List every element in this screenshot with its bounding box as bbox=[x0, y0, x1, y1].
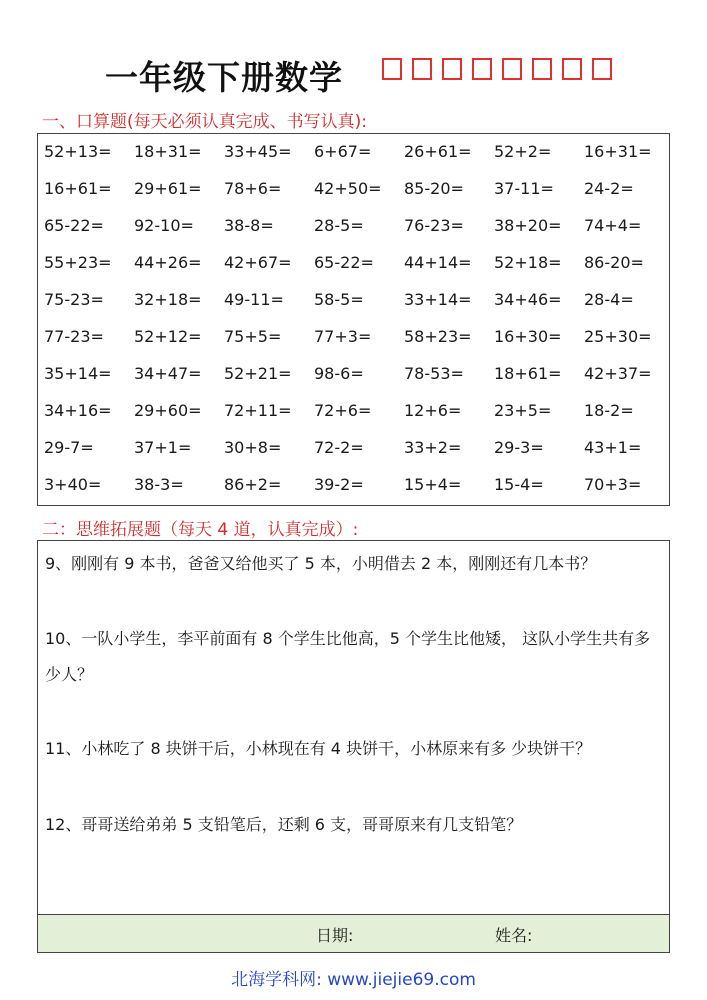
calc-problem: 38-3= bbox=[134, 475, 184, 494]
calc-problem: 72+11= bbox=[224, 401, 292, 420]
calc-problem: 75+5= bbox=[224, 327, 282, 346]
calc-problem: 44+14= bbox=[404, 253, 472, 272]
calc-problem: 92-10= bbox=[134, 216, 194, 235]
calc-problem: 43+1= bbox=[584, 438, 642, 457]
calc-problem: 52+18= bbox=[494, 253, 562, 272]
calc-problem: 86+2= bbox=[224, 475, 282, 494]
placeholder-box bbox=[382, 58, 402, 80]
calc-problem: 58+23= bbox=[404, 327, 472, 346]
calc-problem: 18+31= bbox=[134, 142, 202, 161]
calc-problem: 24-2= bbox=[584, 179, 634, 198]
calc-problem: 34+46= bbox=[494, 290, 562, 309]
calc-problem: 65-22= bbox=[314, 253, 374, 272]
calc-problem: 18-2= bbox=[584, 401, 634, 420]
placeholder-box bbox=[592, 58, 612, 80]
word-problems-box bbox=[37, 540, 670, 953]
word-problem-10: 10、一队小学生，李平前面有 8 个学生比他高，5 个学生比他矮， 这队小学生共有多少人？ bbox=[45, 629, 651, 684]
calc-problem: 12+6= bbox=[404, 401, 462, 420]
calc-problem: 29+60= bbox=[134, 401, 202, 420]
title-row bbox=[0, 52, 707, 96]
calc-problem: 49-11= bbox=[224, 290, 284, 309]
calc-problem: 6+67= bbox=[314, 142, 372, 161]
calc-problem: 42+67= bbox=[224, 253, 292, 272]
calc-problem: 72-2= bbox=[314, 438, 364, 457]
calc-problem: 85-20= bbox=[404, 179, 464, 198]
calc-problem: 65-22= bbox=[44, 216, 104, 235]
calc-problem: 32+18= bbox=[134, 290, 202, 309]
date-label: 日期: bbox=[316, 926, 354, 945]
placeholder-box bbox=[472, 58, 492, 80]
name-label: 姓名: bbox=[495, 926, 533, 945]
calc-problem: 52+2= bbox=[494, 142, 552, 161]
placeholder-box bbox=[532, 58, 552, 80]
section-title-word-problems: 二：思维拓展题（每天 4 道，认真完成）: bbox=[42, 520, 359, 540]
calc-problem: 18+61= bbox=[494, 364, 562, 383]
calc-problem: 34+47= bbox=[134, 364, 202, 383]
site-watermark: 北海学科网: www.jiejie69.com bbox=[231, 970, 476, 990]
mental-math-grid bbox=[44, 142, 674, 512]
calc-problem: 3+40= bbox=[44, 475, 102, 494]
calc-problem: 42+37= bbox=[584, 364, 652, 383]
calc-problem: 28-4= bbox=[584, 290, 634, 309]
mental-math-box bbox=[37, 133, 670, 506]
calc-problem: 16+31= bbox=[584, 142, 652, 161]
calc-problem: 98-6= bbox=[314, 364, 364, 383]
calc-problem: 30+8= bbox=[224, 438, 282, 457]
calc-problem: 16+30= bbox=[494, 327, 562, 346]
calc-problem: 33+14= bbox=[404, 290, 472, 309]
calc-problem: 25+30= bbox=[584, 327, 652, 346]
calc-problem: 55+23= bbox=[44, 253, 112, 272]
calc-problem: 44+26= bbox=[134, 253, 202, 272]
calc-problem: 16+61= bbox=[44, 179, 112, 198]
placeholder-box bbox=[442, 58, 462, 80]
calc-problem: 52+21= bbox=[224, 364, 292, 383]
word-problem-12: 12、哥哥送给弟弟 5 支铅笔后，还剩 6 支，哥哥原来有几支铅笔？ bbox=[45, 815, 523, 834]
section-title-mental-math: 一、口算题(每天必须认真完成、书写认真): bbox=[42, 112, 367, 132]
calc-problem: 39-2= bbox=[314, 475, 364, 494]
calc-problem: 35+14= bbox=[44, 364, 112, 383]
calc-problem: 72+6= bbox=[314, 401, 372, 420]
calc-problem: 33+2= bbox=[404, 438, 462, 457]
footer-bar bbox=[38, 914, 669, 952]
calc-problem: 52+12= bbox=[134, 327, 202, 346]
calc-problem: 75-23= bbox=[44, 290, 104, 309]
calc-problem: 42+50= bbox=[314, 179, 382, 198]
calc-problem: 78-53= bbox=[404, 364, 464, 383]
calc-problem: 29+61= bbox=[134, 179, 202, 198]
calc-problem: 86-20= bbox=[584, 253, 644, 272]
placeholder-box bbox=[502, 58, 522, 80]
calc-problem: 77+3= bbox=[314, 327, 372, 346]
word-problem-9: 9、刚刚有 9 本书，爸爸又给他买了 5 本，小明借去 2 本，刚刚还有几本书？ bbox=[45, 554, 597, 573]
word-problem-11: 11、小林吃了 8 块饼干后，小林现在有 4 块饼干，小林原来有多 少块饼干？ bbox=[45, 739, 592, 758]
calc-problem: 34+16= bbox=[44, 401, 112, 420]
calc-problem: 37+1= bbox=[134, 438, 192, 457]
calc-problem: 52+13= bbox=[44, 142, 112, 161]
calc-problem: 15-4= bbox=[494, 475, 544, 494]
calc-problem: 28-5= bbox=[314, 216, 364, 235]
calc-problem: 70+3= bbox=[584, 475, 642, 494]
calc-problem: 76-23= bbox=[404, 216, 464, 235]
placeholder-box bbox=[562, 58, 582, 80]
calc-problem: 77-23= bbox=[44, 327, 104, 346]
calc-problem: 58-5= bbox=[314, 290, 364, 309]
calc-problem: 37-11= bbox=[494, 179, 554, 198]
calc-problem: 26+61= bbox=[404, 142, 472, 161]
page-title: 一年级下册数学 bbox=[105, 58, 343, 97]
calc-problem: 78+6= bbox=[224, 179, 282, 198]
calc-problem: 38-8= bbox=[224, 216, 274, 235]
calc-problem: 33+45= bbox=[224, 142, 292, 161]
placeholder-boxes bbox=[382, 58, 612, 80]
calc-problem: 23+5= bbox=[494, 401, 552, 420]
placeholder-box bbox=[412, 58, 432, 80]
calc-problem: 74+4= bbox=[584, 216, 642, 235]
calc-problem: 29-3= bbox=[494, 438, 544, 457]
calc-problem: 15+4= bbox=[404, 475, 462, 494]
calc-problem: 38+20= bbox=[494, 216, 562, 235]
calc-problem: 29-7= bbox=[44, 438, 94, 457]
